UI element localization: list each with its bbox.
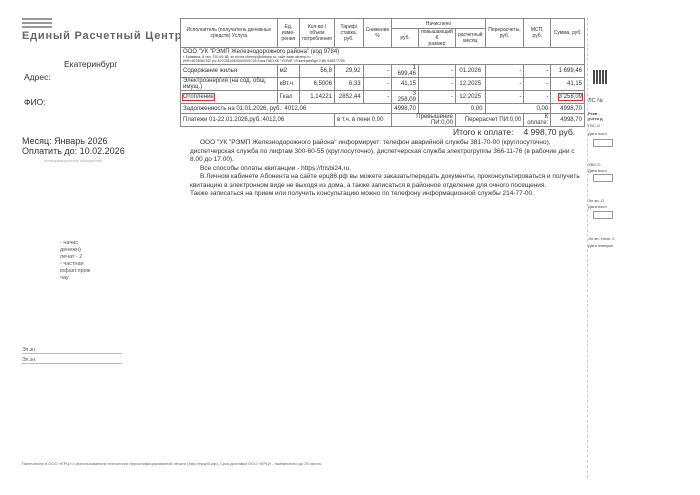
stub-text: учета д	[588, 116, 603, 121]
hdr-calc-month: расчетный месяц	[455, 29, 485, 48]
footer-note: Напечатано в ООО «ЕРЦ» с использованием технологии персонифицированной печати (http://ерц86.рф). Срок доставки ООО «ЕРЦ» - ежемесячно до 25 числа.	[22, 461, 322, 466]
left-notes: - начис денежн) лечат - 2 - частная юфакт.прож чау	[60, 240, 91, 281]
month-line: Месяц: Январь 2026	[22, 136, 108, 146]
stub-text: ХВС-О	[588, 162, 601, 167]
total-to-pay: Итого к оплате: 4 998,70 руб.	[453, 127, 576, 137]
signature-line: Эл.эн.	[22, 347, 122, 354]
stub-text: Дата посл	[588, 204, 607, 209]
stub-text: Дата поверки	[588, 243, 613, 248]
stub-text: Дата посл	[588, 168, 607, 173]
faint-note: •информационные обращения•	[44, 158, 103, 163]
stub-text: Дата посл	[588, 131, 607, 136]
info-block: ООО "УК "РЭМП Железнодорожного района" информирует: телефон аварийной службы 381-70-00 (круглосуточно), диспетчерская служба по лифтам 300-60-55 (круглосуточно), диспетчерская служба электрогруппы 366-11-76 (в рабочие дни с 8.00 до 17.00). Все способы оплаты квитанции - https://frisbi24.ru. В Личном кабинете Абонента на сайте ерц86.рф вы можете заказать/передать документы, проконсультироваться и получить квитанцию в электронном виде не выходя из дома, а также записаться в районное отделение для очного посещения. Также записаться на прием или получить консультацию можно по телефону информационной службы 214-77-00.	[190, 139, 580, 197]
org-info	[181, 48, 585, 65]
qr-code-icon	[593, 70, 607, 84]
ls-label: ЛС №	[588, 98, 604, 104]
hdr-sum: Сумма, руб.	[551, 19, 585, 48]
company-logo-text: Единый Расчетный Центр	[22, 30, 183, 42]
hdr-charged: Начислено	[392, 19, 485, 29]
table-row: Отопление Гкал 1,14221 2852,44 - 3 258,09 - 12.2025 - - 3 258,09	[181, 91, 585, 104]
payments-row: Платежи 01-22.01.2026,руб.:4012,06 в т.ч. в пени 0,00 Превышение ПИ:0,00 Перерасчет ПИ:0,00 К оплате: 4998,70	[181, 114, 585, 127]
org-details-2: ИНН 6678082192 р/с 40702810620000000736 Банк ПАО КБ "УБРиР" г.Екатеринбург БИК 046577795	[183, 59, 345, 63]
stub-text: Эл.эн.-Ночн. 2	[588, 236, 615, 241]
stub-text: Рекв	[588, 111, 598, 116]
fio-label: ФИО:	[24, 97, 46, 107]
hdr-reduction: Снижение %	[363, 19, 392, 48]
heating-sum-highlight: 3 258,09	[558, 94, 582, 100]
city: Екатеринбург	[64, 59, 118, 69]
hdr-msp: МСП, руб.	[524, 19, 551, 48]
heating-service-highlight: Отопление	[183, 94, 214, 100]
stub-box	[593, 174, 613, 182]
stub-box	[593, 139, 613, 147]
hdr-tariff: Тариф/ ставка, руб.	[334, 19, 363, 48]
pay-by-line: Оплатить до: 10.02.2026	[22, 146, 125, 156]
signature-line: Эл.эн.	[22, 357, 122, 364]
stub-text: ГВС-О	[588, 123, 601, 128]
stub-box	[593, 211, 613, 219]
stub-text: Эл.эн.-О	[588, 198, 604, 203]
table-row: Электроэнергия (на сод. общ. имущ.) кВт.ч 6,5006 6,33 - 41,15 - 12.2025 - - 41,15	[181, 78, 585, 91]
hdr-unit: Ед. изме-рения	[277, 19, 299, 48]
hdr-executor: Исполнитель (получатель денежных средств) Услуга	[181, 19, 278, 48]
hdr-recalc: Перерасчеты, руб.	[485, 19, 524, 48]
debt-row: Задолженность на 01.01.2026, руб.: 4012,06 4998,70 0,00 0,00 4998,70	[181, 104, 585, 114]
address-label: Адрес:	[24, 72, 51, 82]
org-details-1: г. Ерамина. 8 тел. 370-69-58, эл.почта ukremp@ukremp.ru, сайт www.ukremp.ru	[183, 55, 311, 59]
hdr-rub: руб.	[392, 29, 419, 48]
billing-period	[22, 136, 125, 166]
total-value: 4 998,70 руб.	[523, 127, 576, 137]
hdr-volume: Кол-во / объем потребления	[300, 19, 335, 48]
hdr-size: повышающий К размер	[418, 29, 455, 48]
charges-table	[180, 18, 585, 127]
table-row: Содержание жилья м2 56,8 29,92 - 1 699,46 - 01.2026 - - 1 699,46	[181, 65, 585, 78]
org-name: ООО "УК "РЭМП Железнодорожного района" (код 9784)	[183, 49, 340, 55]
cut-divider	[587, 18, 588, 478]
